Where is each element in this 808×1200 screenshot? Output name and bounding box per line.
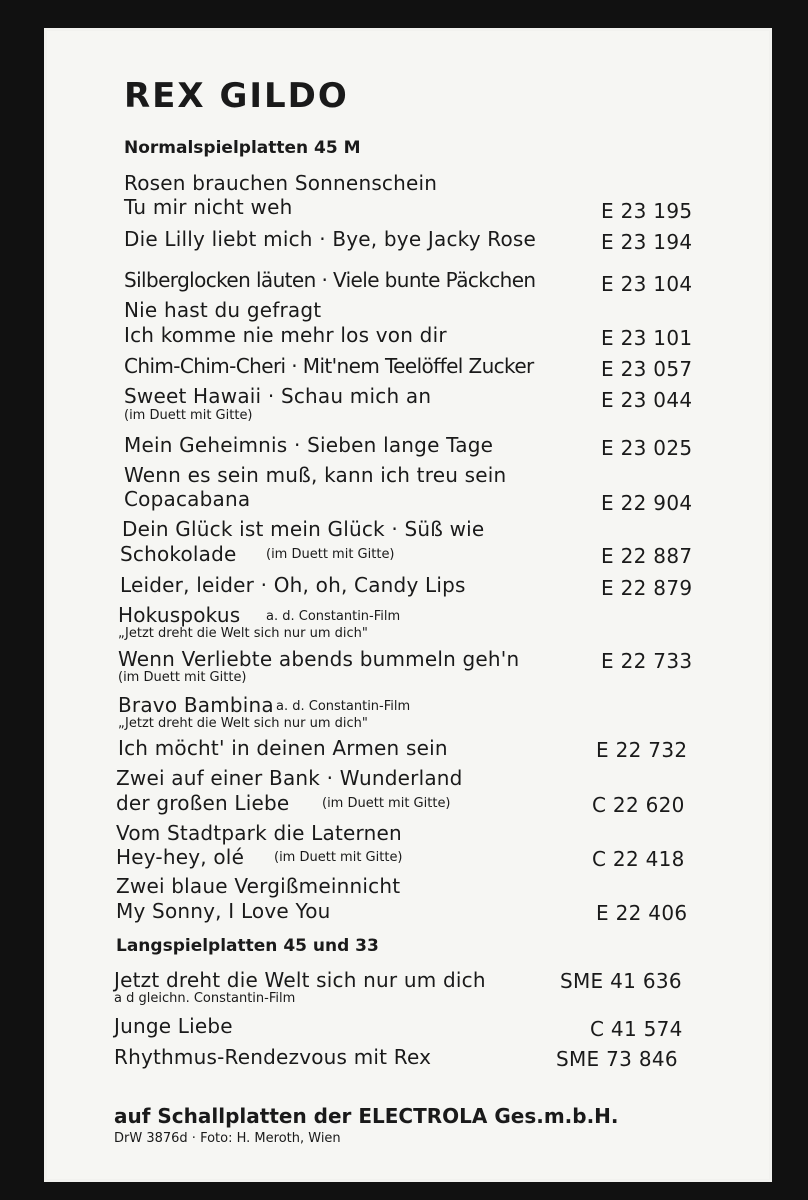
single-title: Zwei blaue Vergißmeinnicht (116, 874, 401, 898)
catalog-number: SME 41 636 (560, 969, 682, 993)
catalog-number: SME 73 846 (556, 1047, 678, 1071)
photo-credit: DrW 3876d · Foto: H. Meroth, Wien (114, 1131, 341, 1146)
duet-note: (im Duett mit Gitte) (322, 796, 451, 811)
single-title: Leider, leider · Oh, oh, Candy Lips (120, 573, 466, 597)
catalog-number: E 23 025 (601, 436, 693, 460)
catalog-number: C 22 620 (592, 793, 685, 817)
single-title: Chim-Chim-Cheri · Mit'nem Teelöffel Zucker (124, 354, 534, 378)
single-title: Zwei auf einer Bank · Wunderland (116, 766, 463, 790)
single-title: My Sonny, I Love You (116, 899, 331, 923)
film-title: „Jetzt dreht die Welt sich nur um dich" (118, 716, 368, 731)
single-title: Bravo Bambina (118, 693, 274, 717)
catalog-number: E 23 101 (601, 326, 693, 350)
duet-note: (im Duett mit Gitte) (274, 850, 403, 865)
catalog-number: E 23 194 (601, 230, 693, 254)
catalog-number: E 22 406 (596, 901, 688, 925)
catalog-number: E 23 195 (601, 199, 693, 223)
single-title: Tu mir nicht weh (124, 195, 293, 219)
lp-title: Jetzt dreht die Welt sich nur um dich (114, 968, 486, 992)
film-note: a d gleichn. Constantin-Film (114, 991, 296, 1006)
artist-title: REX GILDO (124, 76, 349, 116)
label-footer: auf Schallplatten der ELECTROLA Ges.m.b.H. (114, 1104, 619, 1128)
catalog-number: E 23 044 (601, 388, 693, 412)
single-title: Wenn es sein muß, kann ich treu sein (124, 463, 507, 487)
catalog-number: E 22 732 (596, 738, 688, 762)
single-title: der großen Liebe (116, 791, 290, 815)
single-title: Die Lilly liebt mich · Bye, bye Jacky Rose (124, 227, 537, 251)
film-note: a. d. Constantin-Film (266, 609, 401, 624)
single-title: Rosen brauchen Sonnenschein (124, 171, 438, 195)
single-title: Hey-hey, olé (116, 845, 245, 869)
lp-title: Rhythmus-Rendezvous mit Rex (114, 1045, 432, 1069)
duet-note: (im Duett mit Gitte) (118, 670, 247, 685)
catalog-number: E 22 887 (601, 544, 693, 568)
duet-note: (im Duett mit Gitte) (124, 408, 253, 423)
single-title: Sweet Hawaii · Schau mich an (124, 384, 432, 408)
catalog-number: C 41 574 (590, 1017, 683, 1041)
single-title: Vom Stadtpark die Laternen (116, 821, 402, 845)
catalog-number: E 22 879 (601, 576, 693, 600)
catalog-number: E 23 104 (601, 272, 693, 296)
record-list-card (44, 28, 772, 1182)
single-title: Copacabana (124, 487, 251, 511)
catalog-number: C 22 418 (592, 847, 685, 871)
catalog-number: E 22 733 (601, 649, 693, 673)
single-title: Wenn Verliebte abends bummeln geh'n (118, 647, 520, 671)
single-title: Ich möcht' in deinen Armen sein (118, 736, 448, 760)
catalog-number: E 23 057 (601, 357, 693, 381)
single-title: Hokuspokus (118, 603, 241, 627)
single-title: Ich komme nie mehr los von dir (124, 323, 447, 347)
lp-title: Junge Liebe (114, 1014, 233, 1038)
single-title: Silberglocken läuten · Viele bunte Päckchen (124, 268, 536, 292)
single-title: Dein Glück ist mein Glück · Süß wie (122, 517, 485, 541)
film-note: a. d. Constantin-Film (276, 699, 411, 714)
section-heading-lps: Langspielplatten 45 und 33 (116, 936, 379, 956)
single-title: Nie hast du gefragt (124, 298, 322, 322)
film-title: „Jetzt dreht die Welt sich nur um dich" (118, 626, 368, 641)
single-title: Schokolade (120, 542, 237, 566)
section-heading-singles: Normalspielplatten 45 M (124, 138, 361, 158)
duet-note: (im Duett mit Gitte) (266, 547, 395, 562)
catalog-number: E 22 904 (601, 491, 693, 515)
single-title: Mein Geheimnis · Sieben lange Tage (124, 433, 494, 457)
